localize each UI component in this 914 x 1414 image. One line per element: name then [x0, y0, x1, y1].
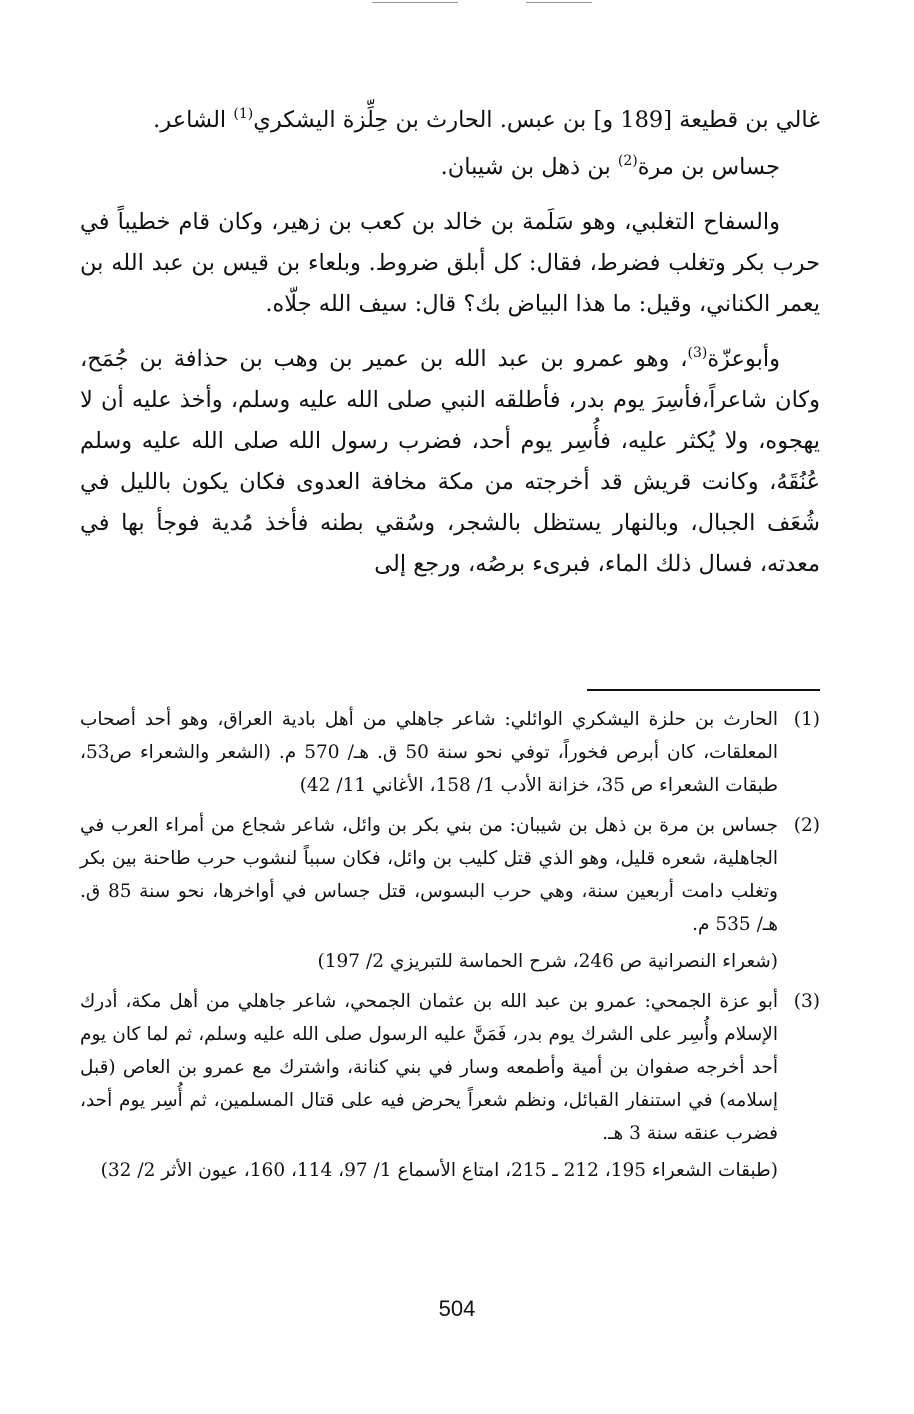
footnote-text: أبو عزة الجمحي: عمرو بن عبد الله بن عثمان الجمحي، شاعر جاهلي من أهل مكة، أدرك الإسلام وأُسِر على الشرك يوم بدر، فَمَنَّ عليه الرسول صلى الله عليه وسلم، ثم لما كان يوم أحد أخرجه صفوان بن أمية وأطمعه وسار في بني كنانة، واشترك مع عمرو بن العاص (قبل إسلامه) في استنفار القبائل، ونظم شعراً يحرض فيه على قتال المسلمين، ثم أُسِر يوم أحد، فضرب عنقه سنة 3 هـ.: [80, 991, 778, 1144]
paragraph-text: الشاعر.: [153, 107, 234, 133]
footnote-number: (1): [793, 709, 820, 730]
footnote-body: [80, 809, 778, 978]
footnote-ref: (1): [233, 106, 254, 122]
main-paragraph: [80, 147, 820, 188]
paragraph-text: ، وهو عمرو بن عبد الله بن عمير بن وهب بن حذافة بن جُمَح، وكان شاعراً،فأسِرَ يوم بدر، فأطلقه النبي صلى الله عليه وسلم، وأخذ عليه أن لا يهجوه، ولا يُكثر عليه، فأُسِر يوم أحد، فضرب رسول الله صلى الله عليه وسلم عُنُقَهُ، وكانت قريش قد أخرجته من مكة مخافة العدوى فكان يكون بالليل في شُعَف الجبال، وبالنهار يستظل بالشجر، وسُقي بطنه فأخذ مُدية فوجأ بها في معدته، فسال ذلك الماء، فبرىء برصُه، ورجع إلى: [80, 346, 820, 577]
footnotes: [80, 703, 820, 1194]
footnote-number: (3): [793, 991, 820, 1012]
paragraph-text: والسفاح التغلبي، وهو سَلَمة بن خالد بن كعب بن زهير، وكان قام خطيباً في حرب بكر وتغلب فضرط، فقال: كل أبلق ضروط. وبلعاء بن قيس بن عبد الله بن يعمر الكناني، وقيل: ما هذا البياض بك؟ قال: سيف الله جلّاه.: [80, 209, 820, 317]
footnote: [80, 703, 820, 802]
footnote-source: (طبقات الشعراء 195، 212 ـ 215، امتاع الأسماع 1/ 97، 114، 160، عيون الأثر 2/ 32): [100, 1160, 778, 1181]
main-text: [80, 100, 820, 591]
page-number: 504: [438, 1296, 476, 1321]
paragraph-text: جساس بن مرة: [637, 154, 780, 180]
main-paragraph: [80, 202, 820, 325]
paragraph-text: بن ذهل بن شيبان.: [440, 154, 618, 180]
footnote-ref: (3): [687, 345, 708, 361]
main-paragraph: [80, 100, 820, 141]
footnote-number: (2): [793, 815, 820, 836]
footnote-text: جساس بن مرة بن ذهل بن شيبان: من بني بكر بن وائل، شاعر شجاع من أمراء العرب في الجاهلية، شعره قليل، وهو الذي قتل كليب بن وائل، فكان سبباً لنشوب حرب طاحنة بين بكر وتغلب دامت أربعين سنة، وهي حرب البسوس، قتل جساس في أواخرها، نحو سنة 85 ق. هـ/ 535 م.: [80, 815, 778, 935]
footnote-separator: [587, 689, 820, 691]
scan-artifact-line: [372, 2, 458, 3]
footnote-body: [80, 703, 778, 802]
scan-artifact-line: [526, 2, 592, 3]
footnote-body: [80, 985, 778, 1187]
footnote-text: الحارث بن حلزة اليشكري الوائلي: شاعر جاهلي من أهل بادية العراق، وهو أحد أصحاب المعلقات، كان أبرص فخوراً، توفي نحو سنة 50 ق. هـ/ 570 م. (الشعر والشعراء ص53، طبقات الشعراء ص 35، خزانة الأدب 1/ 158، الأغاني 11/ 42): [80, 709, 778, 796]
paragraph-text: غالي بن قطيعة [189 و] بن عبس. الحارث بن حِلِّزة اليشكري: [253, 107, 820, 133]
footnote: [80, 985, 820, 1187]
footnote-ref: (2): [617, 153, 638, 169]
footnote: [80, 809, 820, 978]
paragraph-text: وأبوعزّة: [707, 346, 780, 372]
main-paragraph: [80, 339, 820, 585]
footnote-source: (شعراء النصرانية ص 246، شرح الحماسة للتبريزي 2/ 197): [317, 951, 778, 972]
